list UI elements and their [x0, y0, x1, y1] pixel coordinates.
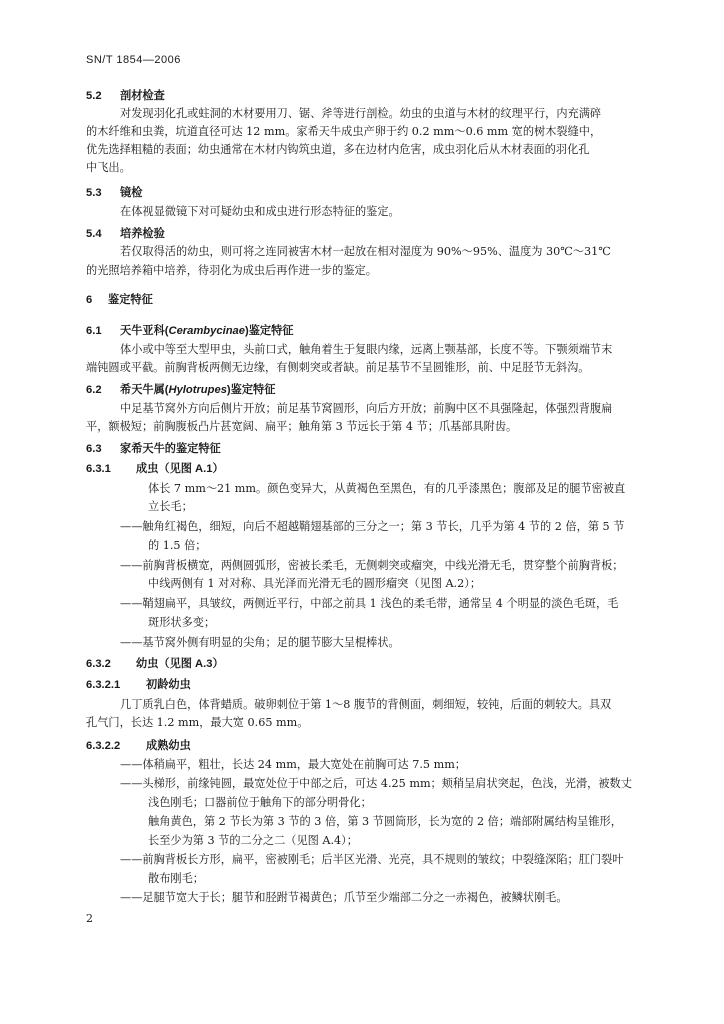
section-number: 6.2: [86, 384, 102, 396]
list-item-continuation: 斑形状多变；: [148, 616, 216, 629]
list-item-continuation: 中线两侧有 1 对对称、具光泽而光滑无毛的圆形瘤突（见图 A.2）；: [148, 577, 482, 590]
list-item: ——前胸背板长方形，扁平，密被刚毛；后半区光滑、光亮，具不规则的皱纹；中裂缝深陷；肛门裂叶: [120, 853, 624, 866]
paragraph-line: 平，额极短；前胸腹板凸片甚宽阔、扁平；触角第 3 节远长于第 4 节；爪基部具附齿。: [86, 420, 518, 433]
list-item-continuation: 散布刚毛；: [148, 872, 204, 885]
section-number: 5.3: [86, 187, 102, 199]
section-number: 6.3: [86, 443, 102, 455]
section-number: 5.2: [86, 90, 102, 102]
section-number: 6.3.2: [86, 658, 111, 670]
section-heading-6: [86, 293, 153, 307]
paragraph-line: 中飞出。: [86, 161, 131, 174]
paragraph-line: 体小或中等至大型甲虫，头前口式，触角着生于复眼内缘，远离上颚基部，长度不等。下颚须端节末: [120, 343, 613, 356]
list-item: ——头梯形，前缘钝圆，最宽处位于中部之后，可达 4.25 mm；颊稍呈肩状突起，色浅，光滑，被数丈: [120, 777, 632, 790]
section-title: 培养检验: [120, 228, 165, 240]
paragraph-line: 的木纤维和虫粪，坑道直径可达 12 mm。家希天牛成虫产卵于约 0.2 mm～0.6 mm 宽的树木裂缝中，: [86, 125, 602, 138]
section-title: 家希天牛的鉴定特征: [120, 443, 221, 455]
section-title: 剖材检查: [120, 90, 165, 102]
list-item: ——触角红褐色，细短，向后不超越鞘翅基部的三分之一；第 3 节长，几乎为第 4 节的 2 倍，第 5 节: [120, 520, 625, 533]
section-title: 初龄幼虫: [146, 679, 191, 691]
list-item: ——体稍扁平，粗壮，长达 24 mm，最大宽处在前胸可达 7.5 mm；: [120, 758, 466, 771]
paragraph-line: 孔气门，长达 1.2 mm，最大宽 0.65 mm。: [86, 716, 309, 729]
section-title: 成熟幼虫: [146, 740, 191, 752]
section-title: 镜检: [120, 187, 143, 199]
paragraph-line: 若仅取得活的幼虫，则可将之连同被害木材一起放在相对湿度为 90%～95%、温度为 30℃～31℃: [120, 245, 611, 258]
page-number: 2: [86, 912, 93, 925]
section-title: 希天牛属(: [120, 384, 169, 396]
paragraph-line: 对发现羽化孔或蛀洞的木材要用刀、锯、斧等进行剖检。幼虫的虫道与木材的纹理平行，内充满碎: [120, 107, 602, 120]
section-number: 5.4: [86, 228, 102, 240]
section-heading-6-3-2-2: [86, 739, 191, 753]
section-number: 6: [86, 294, 93, 306]
list-item-continuation: 浅色刚毛；口器前位于触角下的部分明骨化；: [148, 796, 372, 809]
section-title: 鉴定特征: [108, 294, 153, 306]
section-title: 天牛亚科(: [120, 325, 169, 337]
list-item: ——足腿节宽大于长；腿节和胫跗节褐黄色；爪节至少端部二分之一赤褐色，被鳞状刚毛。: [120, 891, 568, 904]
list-item-continuation: 的 1.5 倍；: [148, 539, 207, 552]
list-item-continuation: 触角黄色，第 2 节长为第 3 节的 3 倍，第 3 节圆筒形，长为宽的 2 倍；端部附属结构呈锥形，: [148, 815, 622, 828]
list-item-continuation: 长至少为第 3 节的二分之二（见图 A.4）；: [148, 834, 358, 847]
list-item: ——基节窝外侧有明显的尖角；足的腿节膨大呈棍棒状。: [120, 636, 400, 649]
paragraph-line: 优先选择粗糙的表面；幼虫通常在木材内钩筑虫道，多在边材内危害，成虫羽化后从木材表面的羽化孔: [86, 143, 590, 156]
list-item: ——鞘翅扁平，具皱纹，两侧近平行，中部之前具 1 浅色的柔毛带，通常呈 4 个明显的淡色毛斑，毛: [120, 597, 619, 610]
paragraph-line: 的光照培养箱中培养，待羽化为成虫后再作进一步的鉴定。: [86, 264, 377, 277]
document-header: SN/T 1854—2006: [86, 54, 181, 66]
section-heading-6-1: [86, 324, 293, 338]
section-heading-6-3-2: [86, 657, 224, 671]
latin-name: Cerambycinae: [168, 325, 245, 337]
section-heading-6-2: [86, 383, 275, 397]
paragraph-line: 立长毛；: [148, 500, 193, 513]
section-title: 成虫（见图 A.1）: [136, 463, 224, 475]
section-number: 6.3.2.1: [86, 679, 121, 691]
section-heading-6-3: [86, 442, 221, 456]
section-heading-6-3-2-1: [86, 678, 191, 692]
section-number: 6.1: [86, 325, 102, 337]
paragraph-line: 中足基节窝外方向后侧片开放；前足基节窝圆形，向后方开放；前胸中区不具强隆起，体强烈背腹扁: [120, 402, 613, 415]
section-number: 6.3.2.2: [86, 740, 121, 752]
latin-name: Hylotrupes: [168, 384, 227, 396]
paragraph-line: 体长 7 mm～21 mm。颜色变异大，从黄褐色至黑色，有的几乎漆黑色；腹部及足的腿节密被直: [148, 482, 626, 495]
paragraph-line: 在体视显微镜下对可疑幼虫和成虫进行形态特征的鉴定。: [120, 205, 400, 218]
section-title-suffix: )鉴定特征: [244, 325, 294, 337]
section-number: 6.3.1: [86, 463, 111, 475]
list-item: ——前胸背板横宽，两侧圆弧形，密被长柔毛，无侧刺突或瘤突，中线光滑无毛，贯穿整个前胸背板；: [120, 559, 624, 572]
section-heading-5-4: [86, 227, 165, 241]
section-title-suffix: )鉴定特征: [226, 384, 276, 396]
section-heading-5-2: [86, 89, 165, 103]
paragraph-line: 几丁质乳白色，体背蜡质。破卵刺位于第 1～8 腹节的背侧面，刺细短，较钝，后面的刺较大。具双: [120, 698, 612, 711]
paragraph-line: 端钝圆或平截。前胸背板两侧无边缘，有侧刺突或者缺。前足基节不呈圆锥形，前、中足胫节无斜沟。: [86, 361, 590, 374]
section-title: 幼虫（见图 A.3）: [136, 658, 224, 670]
section-heading-6-3-1: [86, 462, 224, 476]
section-heading-5-3: [86, 186, 142, 200]
